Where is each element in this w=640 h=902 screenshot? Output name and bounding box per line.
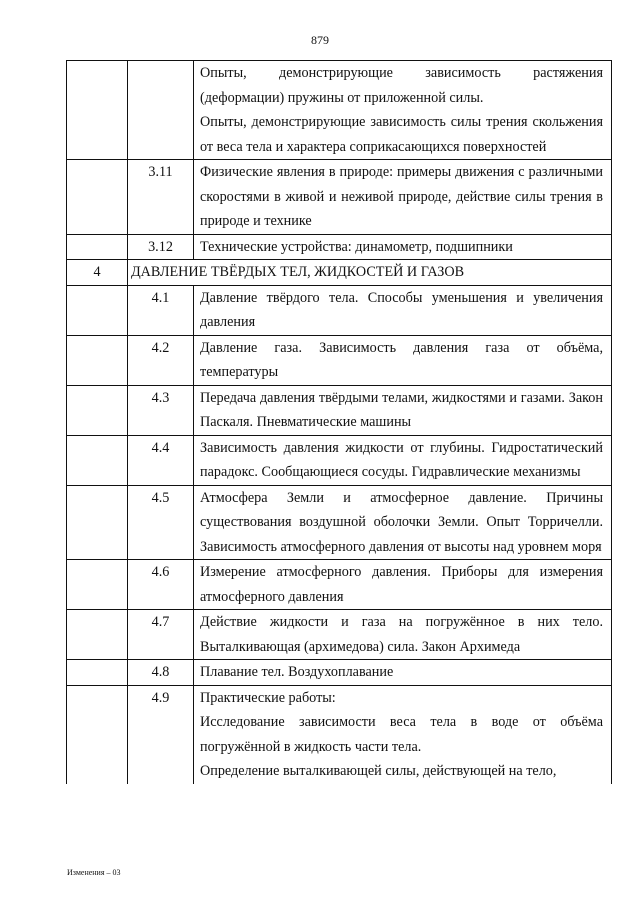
- topic-text: Опыты, демонстрирующие зависимость силы трения скольжения от веса тела и характера соприкасающихся поверхностей: [200, 114, 603, 155]
- topic-number: 3.11: [128, 160, 194, 235]
- topic-content-cell: [194, 385, 612, 435]
- section-number: 4: [67, 260, 128, 286]
- topic-number: 4.1: [128, 285, 194, 335]
- topic-number-cell: [128, 61, 194, 160]
- section-number-cell: [67, 285, 128, 335]
- topic-content-cell: [194, 660, 612, 686]
- topic-text: Зависимость давления жидкости от глубины. Гидростатический парадокс. Сообщающиеся сосуды. Гидравлические механизмы: [200, 439, 603, 480]
- topic-number: 4.9: [128, 685, 194, 784]
- topic-content-cell: [194, 435, 612, 485]
- topic-number: 4.7: [128, 610, 194, 660]
- footer-revision: Изменения – 03: [67, 868, 121, 877]
- topic-text: Плавание тел. Воздухоплавание: [200, 664, 394, 680]
- topic-text: Практические работы:: [200, 689, 336, 706]
- topic-content-cell: [194, 160, 612, 235]
- table-row: [67, 660, 612, 686]
- topic-content-cell: [194, 61, 612, 160]
- topic-content-cell: [194, 285, 612, 335]
- table-row: [67, 560, 612, 610]
- topic-content-cell: [194, 234, 612, 260]
- section-number-cell: [67, 385, 128, 435]
- topic-number: 3.12: [128, 234, 194, 260]
- table-row: [67, 685, 612, 784]
- topic-text: Технические устройства: динамометр, подшипники: [200, 238, 513, 255]
- topic-content-cell: [194, 610, 612, 660]
- topic-text: Действие жидкости и газа на погружённое в них тело. Выталкивающая (архимедова) сила. Закон Архимеда: [200, 614, 603, 655]
- section-title: ДАВЛЕНИЕ ТВЁРДЫХ ТЕЛ, ЖИДКОСТЕЙ И ГАЗОВ: [128, 260, 612, 286]
- topic-text: Давление твёрдого тела. Способы уменьшения и увеличения давления: [200, 289, 603, 330]
- topic-text: Давление газа. Зависимость давления газа от объёма, температуры: [200, 339, 603, 380]
- table-row: [67, 61, 612, 160]
- section-number-cell: [67, 160, 128, 235]
- table-row: [67, 610, 612, 660]
- section-number-cell: [67, 560, 128, 610]
- topic-number: 4.3: [128, 385, 194, 435]
- page-number: 879: [311, 33, 329, 47]
- section-number-cell: [67, 660, 128, 686]
- topic-text: Атмосфера Земли и атмосферное давление. Причины существования воздушной оболочки Земли. Опыт Торричелли. Зависимость атмосферного давления от высоты над уровнем моря: [200, 489, 603, 555]
- topic-content-cell: [194, 485, 612, 560]
- topic-text: Опыты, демонстрирующие зависимость растяжения (деформации) пружины от приложенной силы.: [200, 65, 603, 106]
- topic-content-cell: [194, 335, 612, 385]
- topic-text: Передача давления твёрдыми телами, жидкостями и газами. Закон Паскаля. Пневматические машины: [200, 389, 603, 430]
- topic-text: Измерение атмосферного давления. Приборы для измерения атмосферного давления: [200, 564, 603, 605]
- section-number-cell: [67, 61, 128, 160]
- topic-content-cell: [194, 685, 612, 784]
- topic-content-cell: [194, 560, 612, 610]
- table-row: [67, 385, 612, 435]
- table-row: [67, 234, 612, 260]
- section-number-cell: [67, 610, 128, 660]
- topic-number: 4.2: [128, 335, 194, 385]
- section-header-row: [67, 260, 612, 286]
- table-row: [67, 335, 612, 385]
- topic-number: 4.4: [128, 435, 194, 485]
- section-number-cell: [67, 485, 128, 560]
- topic-number: 4.8: [128, 660, 194, 686]
- topic-number: 4.5: [128, 485, 194, 560]
- curriculum-table: [66, 60, 612, 784]
- topic-text: Физические явления в природе: примеры движения с различными скоростями в живой и неживой природе, действие силы трения в природе и технике: [200, 164, 603, 229]
- table-row: [67, 485, 612, 560]
- topic-number: 4.6: [128, 560, 194, 610]
- section-number-cell: [67, 234, 128, 260]
- topic-text: Определение выталкивающей силы, действующей на тело,: [200, 763, 557, 779]
- section-number-cell: [67, 335, 128, 385]
- table-row: [67, 285, 612, 335]
- section-number-cell: [67, 685, 128, 784]
- table-row: [67, 435, 612, 485]
- section-number-cell: [67, 435, 128, 485]
- table-row: [67, 160, 612, 235]
- topic-text: Исследование зависимости веса тела в воде от объёма погружённой в жидкость части тела.: [200, 714, 603, 755]
